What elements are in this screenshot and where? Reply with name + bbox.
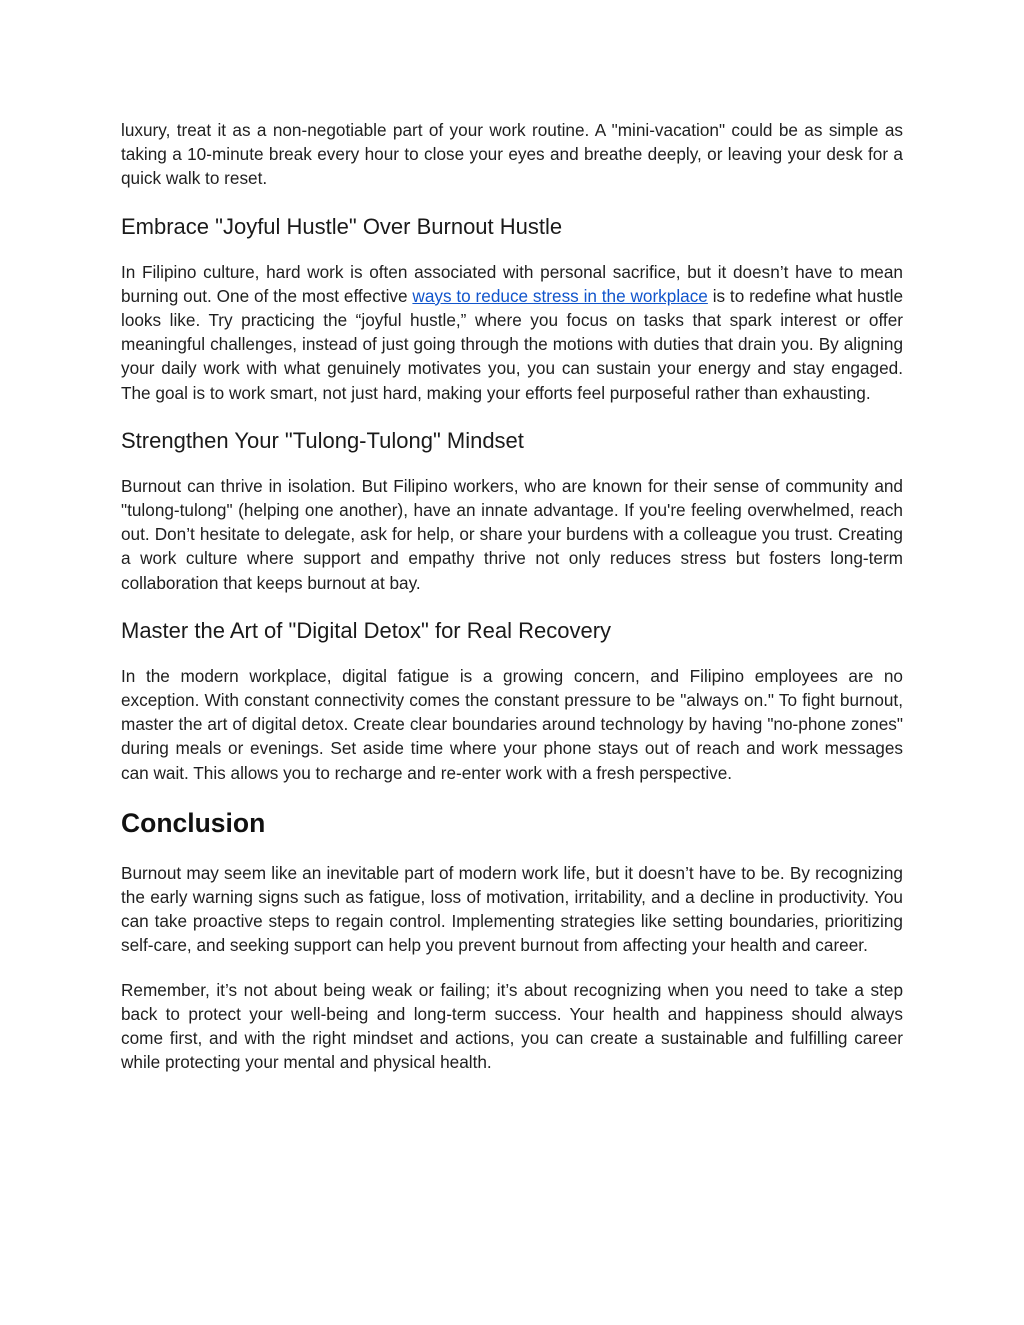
paragraph-text: In Filipino culture, hard work is often associated with personal sacrifice, but it doesn’t have to mean burning out. One of the most effective [121,261,903,306]
heading-joyful-hustle: Embrace "Joyful Hustle" Over Burnout Hustle [121,213,563,239]
reduce-stress-link[interactable]: ways to reduce stress in the workplace [412,285,708,306]
intro-paragraph: luxury, treat it as a non-negotiable part of your work routine. A "mini-vacation" could be as simple as taking a 10-minute break every hour to close your eyes and breathe deeply, or leaving your desk for a quick walk to reset. [121,120,903,189]
heading-conclusion: Conclusion [121,807,266,838]
heading-digital-detox: Master the Art of "Digital Detox" for Real Recovery [121,617,612,643]
paragraph-conclusion-1: Burnout may seem like an inevitable part of modern work life, but it doesn’t have to be. By recognizing the early warning signs such as fatigue, loss of motivation, irritability, and a decline in productivity. You can take proactive steps to regain control. Implementing strategies like setting boundaries, prioritizing self-care, and seeking support can help you prevent burnout from affecting your health and career. [121,862,903,956]
heading-tulong-tulong: Strengthen Your "Tulong-Tulong" Mindset [121,427,524,453]
paragraph-text: is to redefine what hustle looks like. Try practicing the “joyful hustle,” where you focus on tasks that spark interest or offer meaningful challenges, instead of just going through the motions with duties that drain you. By aligning your daily work with what genuinely motivates you, you can sustain your energy and stay engaged. The goal is to work smart, not just hard, making your efforts feel purposeful rather than exhausting. [121,285,904,403]
paragraph-conclusion-2: Remember, it’s not about being weak or failing; it’s about recognizing when you need to take a step back to protect your well-being and long-term success. Your health and happiness should always come first, and with the right mindset and actions, you can create a sustainable and fulfilling career while protecting your mental and physical health. [121,979,903,1073]
document-page [121,118,903,1074]
paragraph-tulong-tulong: Burnout can thrive in isolation. But Filipino workers, who are known for their sense of community and "tulong-tulong" (helping one another), have an innate advantage. If you're feeling overwhelmed, reach out. Don’t hesitate to delegate, ask for help, or share your burdens with a colleague you trust. Creating a work culture where support and empathy thrive not only reduces stress but fosters long-term collaboration that keeps burnout at bay. [121,475,903,593]
paragraph-digital-detox: In the modern workplace, digital fatigue is a growing concern, and Filipino employees are no exception. With constant connectivity comes the constant pressure to be "always on." To fight burnout, master the art of digital detox. Create clear boundaries around technology by having "no-phone zones" during meals or evenings. Set aside time where your phone stays out of reach and work messages can wait. This allows you to recharge and re-enter work with a fresh perspective. [121,665,903,783]
paragraph-joyful-hustle [121,260,903,405]
